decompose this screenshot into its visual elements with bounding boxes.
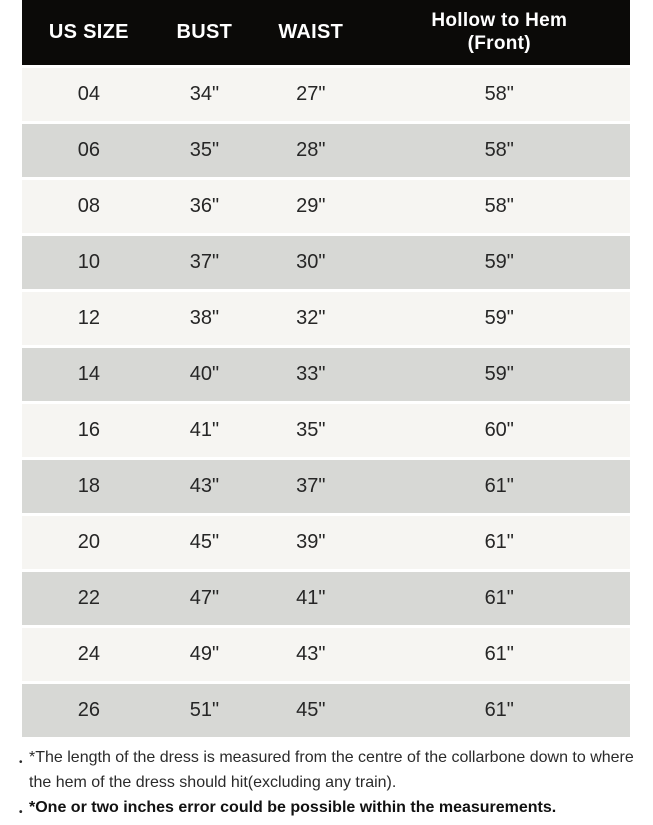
note-measurement-error: [19, 795, 634, 820]
cell-waist: 39": [296, 531, 326, 553]
cell-hollow-to-hem: 61": [484, 587, 514, 609]
cell-waist: 45": [296, 699, 326, 721]
cell-waist: 28": [296, 139, 326, 161]
cell-bust: 38": [189, 307, 220, 329]
cell-hollow-to-hem: 61": [484, 531, 514, 553]
column-header-waist: WAIST: [278, 21, 344, 43]
table-row-size-08: [22, 180, 630, 233]
table-row-size-04: [22, 68, 630, 121]
cell-bust: 40": [189, 363, 220, 385]
cell-hollow-to-hem: 59": [484, 307, 514, 329]
cell-bust: 37": [189, 251, 220, 273]
table-row-size-20: [22, 516, 630, 569]
column-header-hollow-line1: Hollow to Hem: [431, 9, 568, 31]
cell-us-size: 16: [77, 419, 100, 441]
column-header-us-size: US SIZE: [48, 21, 129, 43]
cell-waist: 27": [296, 83, 326, 105]
cell-waist: 29": [296, 195, 326, 217]
cell-us-size: 20: [77, 531, 100, 553]
cell-bust: 34": [189, 83, 220, 105]
table-row-size-06: [22, 124, 630, 177]
bullet-icon: •: [19, 807, 23, 818]
cell-hollow-to-hem: 61": [484, 475, 514, 497]
cell-us-size: 12: [77, 307, 100, 329]
cell-hollow-to-hem: 60": [484, 419, 514, 441]
cell-waist: 35": [296, 419, 326, 441]
table-row-size-12: [22, 292, 630, 345]
cell-us-size: 14: [77, 363, 100, 385]
cell-hollow-to-hem: 61": [484, 643, 514, 665]
note-text: *The length of the dress is measured from the centre of the collarbone down to where the hem of the dress should hit(excluding any train).: [29, 749, 634, 791]
cell-us-size: 18: [77, 475, 100, 497]
cell-us-size: 26: [77, 699, 100, 721]
cell-bust: 43": [189, 475, 220, 497]
size-chart-table: [22, 0, 630, 740]
table-row-size-10: [22, 236, 630, 289]
table-header-row: [22, 0, 630, 65]
cell-hollow-to-hem: 58": [484, 139, 514, 161]
table-row-size-18: [22, 460, 630, 513]
cell-waist: 41": [296, 587, 326, 609]
cell-waist: 43": [296, 643, 326, 665]
cell-bust: 45": [189, 531, 220, 553]
table-row-size-14: [22, 348, 630, 401]
cell-hollow-to-hem: 61": [484, 699, 514, 721]
bullet-icon: •: [19, 757, 23, 768]
cell-us-size: 10: [77, 251, 100, 273]
column-header-bust: BUST: [176, 21, 233, 43]
cell-us-size: 04: [77, 83, 100, 105]
note-dress-length: [19, 745, 634, 795]
table-row-size-16: [22, 404, 630, 457]
column-header-hollow-line2: (Front): [467, 32, 531, 54]
cell-bust: 51": [189, 699, 220, 721]
cell-hollow-to-hem: 59": [484, 251, 514, 273]
table-row-size-24: [22, 628, 630, 681]
cell-us-size: 06: [77, 139, 100, 161]
cell-bust: 49": [189, 643, 220, 665]
cell-waist: 30": [296, 251, 326, 273]
table-row-size-26: [22, 684, 630, 737]
cell-waist: 37": [296, 475, 326, 497]
cell-us-size: 24: [77, 643, 100, 665]
cell-waist: 32": [296, 307, 326, 329]
measurement-notes: [19, 745, 634, 820]
cell-bust: 47": [189, 587, 220, 609]
cell-bust: 36": [189, 195, 220, 217]
column-header-hollow-to-hem: [369, 10, 630, 56]
cell-hollow-to-hem: 58": [484, 83, 514, 105]
cell-hollow-to-hem: 58": [484, 195, 514, 217]
note-text: *One or two inches error could be possible within the measurements.: [29, 799, 557, 816]
cell-hollow-to-hem: 59": [484, 363, 514, 385]
cell-bust: 41": [189, 419, 220, 441]
cell-us-size: 08: [77, 195, 100, 217]
table-row-size-22: [22, 572, 630, 625]
cell-bust: 35": [189, 139, 220, 161]
cell-waist: 33": [296, 363, 326, 385]
cell-us-size: 22: [77, 587, 100, 609]
